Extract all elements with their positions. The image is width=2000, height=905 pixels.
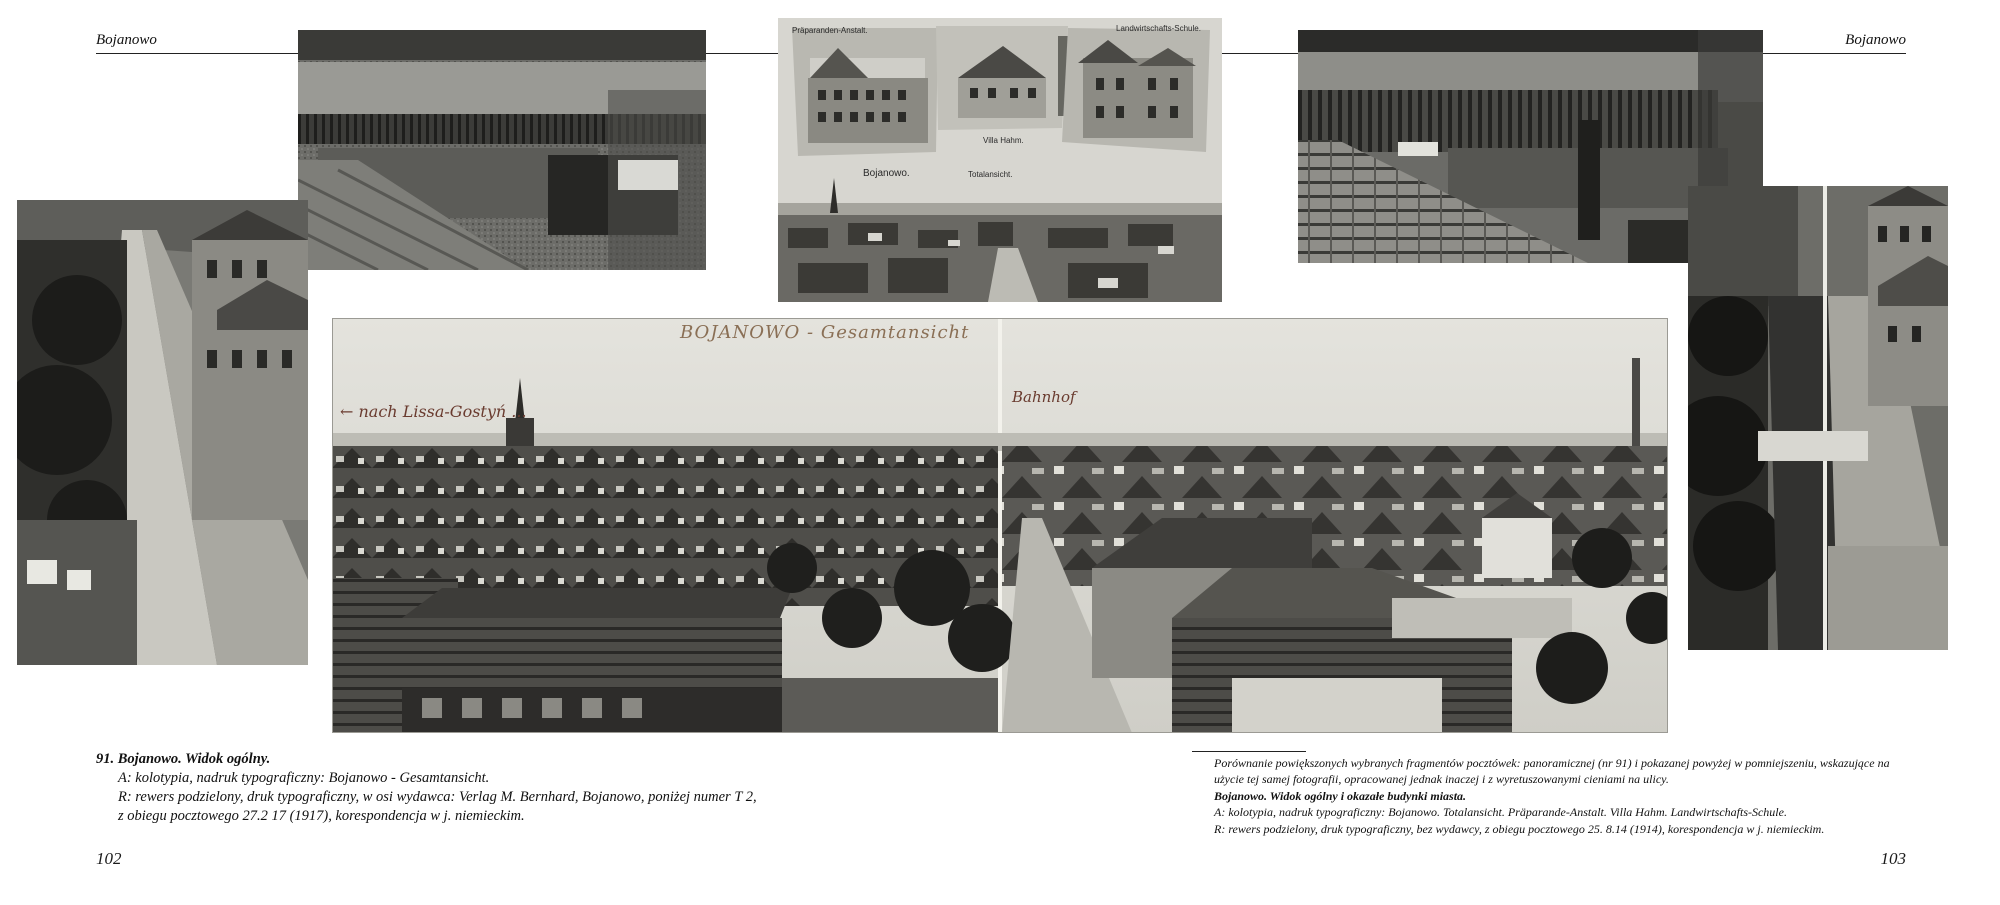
panorama-handwriting-bahnhof: Bahnhof [1012,388,1076,406]
panorama-printed-title: BOJANOWO - Gesamtansicht [680,322,970,343]
footnote-rule [1192,751,1306,752]
header-rule-mid-left [706,53,778,54]
page-number-right: 103 [1880,849,1906,868]
running-header-left: Bojanowo [96,32,157,48]
postcard-label-landwirtschaft: Landwirtschafts-Schule. [1116,24,1201,33]
caption-right-line-1: Porównanie powiększonych wybranych fragmentów pocztówek: panoramicznej (nr 91) i pokazanej powyżej w pomniejszeniu, wskazujące na [1214,756,1890,770]
caption-left-line-r1: R: rewers podzielony, druk typograficzny, w osi wydawca: Verlag M. Bernhard, Bojanowo, poniżej numer T 2, [118,789,757,805]
caption-left-line-a: A: kolotypia, nadruk typograficzny: Bojanowo - Gesamtansicht. [118,770,490,786]
running-header-right: Bojanowo [1845,32,1906,48]
header-rule-left [96,53,298,54]
header-rule-right [1763,53,1906,54]
zoom-crop-garden-left [298,30,706,270]
caption-right-title: Bojanowo. Widok ogólny i okazałe budynki miasta. [1214,788,1467,803]
caption-right-line-a: A: kolotypia, nadruk typograficzny: Bojanowo. Totalansicht. Präparande-Anstalt. Villa Hahm. Landwirtschafts-Schule. [1214,805,1787,820]
caption-right [1214,755,1914,837]
caption-left [96,750,856,826]
panorama-handwriting-left: ← nach Lissa-Gostyń ... [340,402,527,421]
postcard-label-praeparanden: Präparanden-Anstalt. [792,26,868,35]
page-number-left: 102 [96,849,122,868]
header-rule-mid-right [1222,53,1298,54]
caption-left-line-r2: z obiegu pocztowego 27.2 17 (1917), korespondencja w j. niemieckim. [118,808,525,824]
postcard-label-town: Bojanowo. [863,168,910,179]
postcard-small-totalansicht [778,18,1222,302]
zoom-crop-street-left [17,200,308,665]
caption-right-line-r: R: rewers podzielony, druk typograficzny, bez wydawcy, z obiegu pocztowego 25. 8.14 (1914), korespondencja w j. niemieckim. [1214,821,1825,836]
caption-left-title: 91. Bojanowo. Widok ogólny. [96,751,271,767]
postcard-label-totalansicht: Totalansicht. [968,170,1013,179]
postcard-panorama-gesamtansicht [332,318,1668,733]
caption-right-line-2: użycie tej samej fotografii, opracowanej jednak inaczej i z wyretuszowanymi cieniami na ulicy. [1214,772,1669,787]
zoom-crop-street-right [1688,186,1948,650]
postcard-label-villa: Villa Hahm. [983,136,1024,145]
